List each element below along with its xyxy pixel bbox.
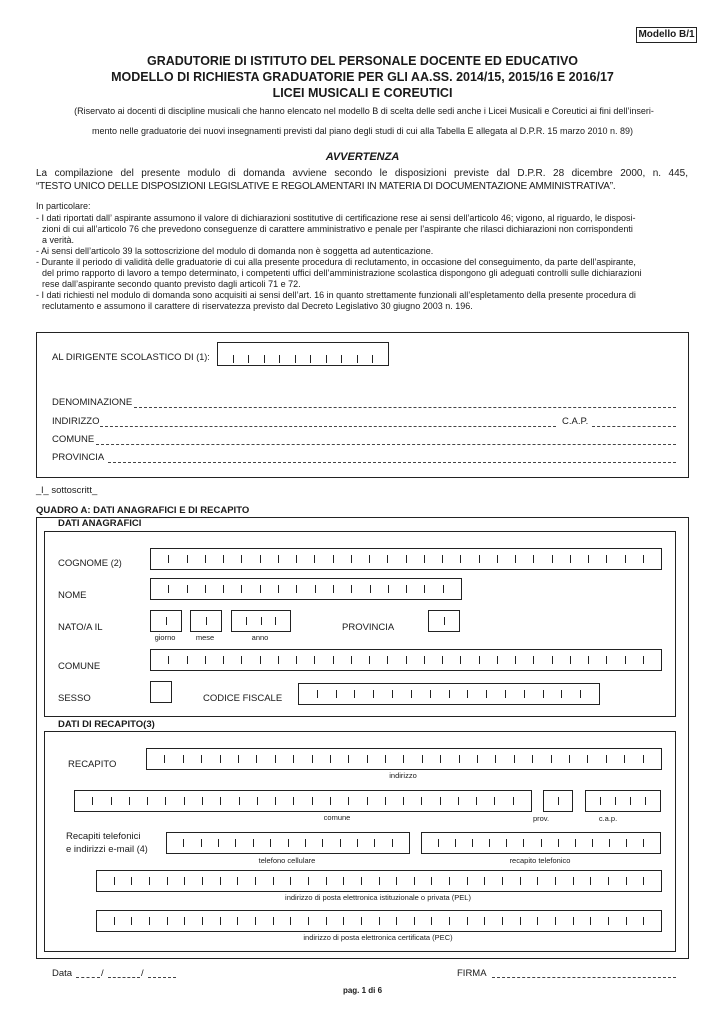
reserved-line-2: mento nelle graduatorie dei nuovi insegnamenti previsti dal piano degli studi di cui alla Tabella E allegata al D.P.R. 15 marzo 2010 n. 89) (91, 126, 633, 136)
recapito-indirizzo-field[interactable] (146, 748, 662, 770)
cellulare-sublabel: telefono cellulare (258, 856, 316, 865)
comune-nascita-field[interactable] (150, 649, 662, 671)
codice-fiscale-label: CODICE FISCALE (203, 693, 283, 704)
cap-sublabel: c.a.p. (598, 814, 618, 823)
avvertenza-line-1: La compilazione del presente modulo di domanda avviene secondo le disposizioni previste dal D.P.R. 28 dicembre 2000, n. 445, (36, 168, 688, 179)
provincia-nascita-field[interactable] (428, 610, 460, 632)
avvertenza-intro: In particolare: (36, 201, 91, 211)
avvertenza-line-2: “TESTO UNICO DELLE DISPOSIZIONI LEGISLATIVE E REGOLAMENTARI IN MATERIA DI DOCUMENTAZIONE AMMINISTRATIVA”. (36, 181, 616, 192)
firma-field[interactable] (492, 977, 676, 978)
nato-label: NATO/A IL (58, 622, 103, 633)
mese-sublabel: mese (195, 633, 215, 642)
indirizzo-field[interactable] (100, 426, 556, 427)
page-number: pag. 1 di 6 (342, 986, 383, 995)
date-separator: / (101, 968, 104, 979)
codice-fiscale-field[interactable] (298, 683, 600, 705)
bullet-line: rese dall’aspirante secondo quanto previsto dagli articoli 71 e 72. (42, 279, 301, 289)
firma-label: FIRMA (457, 968, 487, 979)
pel-field[interactable] (96, 870, 662, 892)
recapito-title: DATI DI RECAPITO(3) (58, 719, 155, 730)
anno-sublabel: anno (251, 633, 269, 642)
pec-field[interactable] (96, 910, 662, 932)
provincia-field[interactable] (108, 462, 676, 463)
bullet-line: zioni di cui all’articolo 76 che prevedono conseguenze di carattere amministrativo e penale per l’aspirante che rilasci dichiarazioni non corrispondenti (42, 224, 633, 234)
data-year-field[interactable] (148, 977, 176, 978)
bullet-line: - Durante il periodo di validità delle graduatorie di cui alla presente procedura di reclutamento, in occasione del conseguimento, da parte dell’aspirante, (36, 257, 636, 267)
model-badge: Modello B/1 (636, 27, 697, 43)
nome-field[interactable] (150, 578, 462, 600)
pel-sublabel: indirizzo di posta elettronica istituzionale o privata (PEL) (285, 893, 471, 902)
telefoni-label-1: Recapiti telefonici (66, 831, 141, 842)
title-line-2: MODELLO DI RICHIESTA GRADUATORIE PER GLI AA.SS. 2014/15, 2015/16 E 2016/17 (111, 70, 614, 84)
provincia-label: PROVINCIA (52, 452, 105, 463)
telefoni-label-2: e indirizzi e-mail (4) (66, 844, 148, 855)
bullet-line: - Ai sensi dell’articolo 39 la sottoscrizione del modulo di domanda non è soggetta ad autenticazione. (36, 246, 434, 256)
quadro-a-title: QUADRO A: DATI ANAGRAFICI E DI RECAPITO (36, 505, 250, 516)
recapito-comune-field[interactable] (74, 790, 532, 812)
provincia-nascita-label: PROVINCIA (342, 622, 395, 633)
nome-label: NOME (58, 590, 87, 601)
dirigente-school-field-frame (217, 342, 389, 365)
fisso-sublabel: recapito telefonico (509, 856, 571, 865)
indirizzo-label: INDIRIZZO (52, 416, 100, 427)
data-month-field[interactable] (108, 977, 140, 978)
reserved-line-1: (Riservato ai docenti di discipline musicali che hanno elencato nel modello B di scelta delle sedi anche i Licei Musicali e Coreutici ai fini dell’inseri- (74, 106, 654, 116)
comune-nascita-label: COMUNE (58, 661, 101, 672)
denominazione-label: DENOMINAZIONE (52, 397, 133, 408)
prov-sublabel: prov. (532, 814, 550, 823)
recapito-prov-field[interactable] (543, 790, 573, 812)
giorno-sublabel: giorno (154, 633, 176, 642)
data-day-field[interactable] (76, 977, 100, 978)
bullet-line: del primo rapporto di lavoro a tempo determinato, i competenti uffici dell’amministrazione scolastica dispongono gli adeguati controlli sulle dichiarazioni (42, 268, 642, 278)
dirigente-label: AL DIRIGENTE SCOLASTICO DI (1): (52, 352, 210, 363)
telefono-cellulare-field[interactable] (166, 832, 410, 854)
denominazione-field[interactable] (134, 407, 676, 408)
sesso-label: SESSO (58, 693, 91, 704)
cap-label: C.A.P. (562, 416, 589, 427)
cap-field[interactable] (592, 426, 676, 427)
recapito-label: RECAPITO (68, 759, 117, 770)
sottoscritto: _l_ sottoscritt_ (36, 485, 98, 496)
anno-field[interactable] (231, 610, 291, 632)
sesso-field[interactable] (150, 681, 172, 703)
bullet-line: reclutamento e assumono il carattere di riservatezza previsto dal Decreto Legislativo 30 giugno 2003 n. 196. (42, 301, 473, 311)
pec-sublabel: indirizzo di posta elettronica certificata (PEC) (303, 933, 453, 942)
bullet-line: - I dati riportati dall’ aspirante assumono il valore di dichiarazioni sostitutive di certificazione rese ai sensi dell’articolo 46; vigono, al riguardo, le disposi- (36, 213, 636, 223)
recapito-cap-field[interactable] (585, 790, 661, 812)
cognome-label: COGNOME (2) (58, 558, 122, 569)
anagrafici-title: DATI ANAGRAFICI (58, 518, 142, 529)
indirizzo-sublabel: indirizzo (389, 771, 417, 780)
comune-label: COMUNE (52, 434, 95, 445)
comune-field[interactable] (96, 444, 676, 445)
data-label: Data (52, 968, 73, 979)
title-line-3: LICEI MUSICALI E COREUTICI (272, 86, 453, 100)
mese-field[interactable] (190, 610, 222, 632)
bullet-line: a verità. (42, 235, 75, 245)
avvertenza-title: AVVERTENZA (325, 151, 400, 163)
date-separator: / (141, 968, 144, 979)
avvertenza-bullets (36, 213, 690, 312)
comune-sublabel: comune (323, 813, 351, 822)
title-line-1: GRADUTORIE DI ISTITUTO DEL PERSONALE DOCENTE ED EDUCATIVO (146, 54, 579, 68)
bullet-line: - I dati richiesti nel modulo di domanda sono acquisiti ai sensi dell’art. 16 in quanto strettamente funzionali all’espletamento della presente procedura di (36, 290, 636, 300)
cognome-field[interactable] (150, 548, 662, 570)
recapito-telefonico-field[interactable] (421, 832, 661, 854)
giorno-field[interactable] (150, 610, 182, 632)
